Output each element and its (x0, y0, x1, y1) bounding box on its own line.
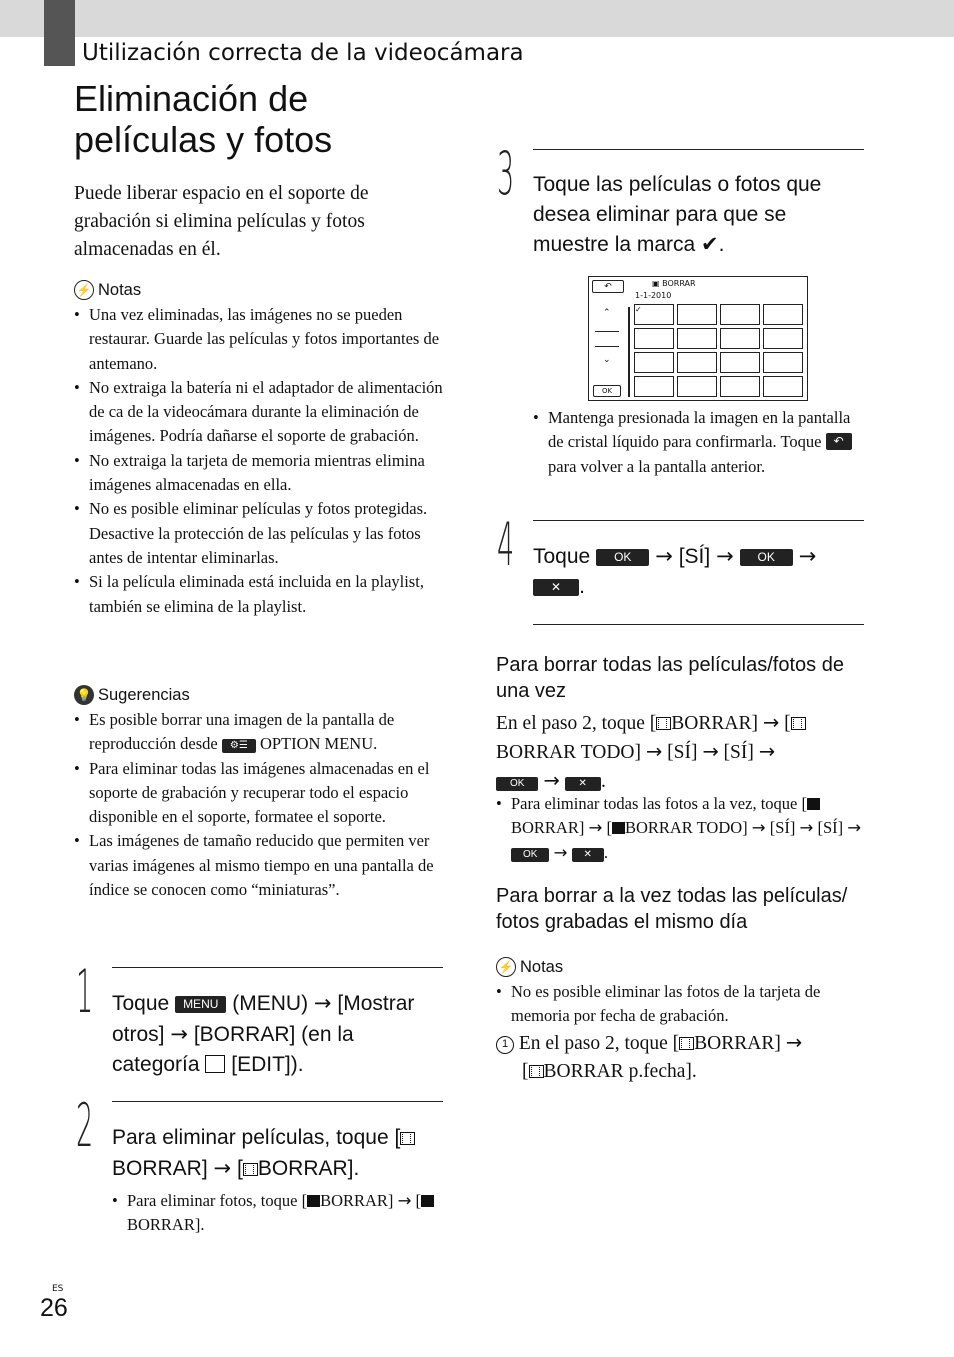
menu-button-icon: MENU (175, 996, 226, 1013)
thumbnail (634, 376, 674, 397)
page-number: 26 (40, 1294, 68, 1322)
list-item: • Para eliminar todas las imágenes almacenadas en el soporte de grabación y recuperar todo el espacio disponible en el soporte, formatee el soporte. (74, 757, 444, 830)
thumbnail (634, 328, 674, 349)
step-1-text: Toque MENU (MENU) → [Mostrar otros] → [BORRAR] (en la categoría [EDIT]). (112, 991, 415, 1076)
thumbnail: ✓ (634, 304, 674, 325)
tips-list (74, 708, 444, 902)
ok-button-icon: OK (596, 549, 649, 566)
back-icon: ↶ (592, 280, 624, 293)
lcd-mode-label: ▣ BORRAR (652, 279, 696, 288)
thumbnail (677, 304, 717, 325)
step-number: 2 (76, 1091, 94, 1161)
list-item: • Es posible borrar una imagen de la pantalla de reproducción desde ⚙☰ OPTION MENU. (74, 708, 444, 757)
step-2-note (112, 1189, 442, 1238)
arrow-icon: → (170, 1022, 188, 1046)
subsection-title: Para borrar todas las películas/fotos de una vez (496, 654, 844, 702)
arrow-icon: → (553, 842, 568, 862)
notes-block: ⚡ Notas • No es posible eliminar las fotos de la tarjeta de memoria por fecha de grabación. (496, 957, 866, 1029)
arrow-icon: → (798, 544, 817, 568)
arrow-icon: → (645, 740, 663, 763)
list-item: • Las imágenes de tamaño reducido que permiten ver varias imágenes al mismo tiempo en una pantalla de índice se conocen como “miniaturas”. (74, 829, 444, 902)
intro-text: Puede liberar espacio en el soporte de grabación si elimina películas y fotos almacenadas en él. (74, 183, 369, 260)
language-code: ES (52, 1284, 64, 1294)
close-icon: ✕ (533, 579, 579, 596)
list-item: • Mantenga presionada la imagen en la pantalla de cristal líquido para confirmarla. Toque ↶ para volver a la pantalla anterior. (533, 406, 863, 479)
thumbnail (677, 376, 717, 397)
step-3-note (533, 406, 863, 479)
step-divider (533, 520, 864, 521)
page-title: Eliminación de películas y fotos (74, 78, 333, 160)
movie-icon (656, 717, 671, 730)
photo-icon (421, 1195, 434, 1207)
lcd-screen-illustration (588, 276, 808, 401)
arrow-icon: → (213, 1156, 232, 1180)
close-icon: ✕ (565, 777, 601, 791)
close-icon: ✕ (572, 848, 604, 862)
tips-block: 💡 Sugerencias • Es posible borrar una imagen de la pantalla de reproducción desde ⚙☰ OPTION MENU. • Para eliminar todas las imágenes almacenadas en el soporte de grabación y recuperar todo el espacio disponible en el soporte, formatee el soporte. • Las imágenes de tamaño reducido que permiten ver varias imágenes al mismo tiempo en una pantalla de índice se conocen como “miniaturas”. (74, 685, 444, 902)
step-number: 1 (76, 957, 94, 1027)
arrow-icon: → (655, 544, 673, 568)
lcd-date: 1-1-2010 (635, 291, 672, 300)
ok-button-icon: OK (740, 549, 793, 566)
thumbnail (763, 328, 803, 349)
list-item: • Una vez eliminadas, las imágenes no se pueden restaurar. Guarde las películas y fotos importantes de antemano. (74, 303, 444, 376)
thumbnail (720, 352, 760, 373)
arrow-icon: → (588, 818, 603, 838)
subsection-body: En el paso 2, toque [ BORRAR] → [BORRAR TODO] → [SÍ] → [SÍ] → OK → ✕ . (496, 709, 866, 796)
movie-icon (529, 1065, 544, 1078)
step-4-text: Toque OK → [SÍ] → OK → ✕ . (533, 544, 817, 598)
thumbnail (763, 352, 803, 373)
step-number: 3 (497, 139, 515, 209)
arrow-icon: → (785, 1031, 803, 1054)
arrow-icon: → (799, 818, 814, 838)
arrow-icon: → (758, 740, 776, 763)
movie-icon (400, 1132, 415, 1145)
notes-icon: ⚡ (74, 280, 94, 300)
header-tab-block (44, 0, 75, 66)
movie-icon (243, 1163, 258, 1176)
thumbnail-grid (634, 304, 808, 400)
notes-list (74, 303, 444, 619)
arrow-icon: → (751, 818, 766, 838)
lightbulb-icon: 💡 (74, 685, 94, 705)
thumbnail (720, 304, 760, 325)
edit-category-icon (205, 1055, 225, 1073)
step-number: 4 (497, 510, 515, 580)
step-divider (112, 1101, 443, 1102)
lcd-divider (628, 307, 630, 397)
thumbnail (677, 352, 717, 373)
thumbnail (720, 376, 760, 397)
subsection-note (496, 792, 866, 865)
subsection-title: Para borrar a la vez todas las películas/ fotos grabadas el mismo día (496, 885, 848, 933)
notes-list (496, 980, 866, 1029)
step-2-text: Para eliminar películas, toque [BORRAR] → [ BORRAR]. (112, 1123, 447, 1184)
thumbnail (720, 328, 760, 349)
movie-icon (679, 1037, 694, 1050)
option-menu-icon: ⚙☰ (222, 739, 256, 753)
list-item: • No extraiga la batería ni el adaptador de alimentación de ca de la videocámara durante la eliminación de imágenes. Podría dañarse el soporte de grabación. (74, 376, 444, 449)
arrow-icon: → (762, 711, 780, 734)
subsection-body: 1 En el paso 2, toque [ BORRAR] → [ BORRAR p.fecha]. (496, 1029, 866, 1086)
ok-button-icon: OK (511, 848, 549, 862)
list-item: • No extraiga la tarjeta de memoria mientras elimina imágenes almacenadas en ella. (74, 449, 444, 498)
notes-icon: ⚡ (496, 957, 516, 977)
step-divider (112, 967, 443, 968)
notes-block: ⚡ Notas • Una vez eliminadas, las imágenes no se pueden restaurar. Guarde las películas y fotos importantes de antemano. • No extraiga la batería ni el adaptador de alimentación de ca de la videocámara durante la eliminación de imágenes. Podría dañarse el soporte de grabación. • No extraiga la tarjeta de memoria mientras elimina imágenes almacenadas en ella. • No es posible eliminar películas y fotos protegidas. Desactive la protección de las películas y las fotos antes de intentar eliminarlas. • Si la película eliminada está incluida en la playlist, también se elimina de la playlist. (74, 280, 444, 619)
photo-icon (307, 1195, 320, 1207)
list-item: • Para eliminar fotos, toque [ BORRAR] → [BORRAR]. (112, 1189, 442, 1238)
list-item: • Para eliminar todas las fotos a la vez, toque [BORRAR] → [ BORRAR TODO] → [SÍ] → [SÍ] → OK → ✕ . (496, 792, 866, 865)
arrow-icon: → (716, 544, 734, 568)
scroll-bar-icon (595, 331, 619, 347)
arrow-icon: → (543, 769, 560, 792)
arrow-icon: → (847, 818, 862, 838)
list-item: • Si la película eliminada está incluida en la playlist, también se elimina de la playlist. (74, 570, 444, 619)
photo-icon (612, 822, 625, 834)
list-item: • No es posible eliminar películas y fotos protegidas. Desactive la protección de las películas y las fotos antes de intentar eliminarlas. (74, 497, 444, 570)
scroll-up-icon: ⌃ (603, 308, 611, 318)
photo-icon (807, 798, 820, 810)
thumbnail (677, 328, 717, 349)
step-divider (533, 149, 864, 150)
back-button-icon: ↶ (826, 433, 852, 450)
step-divider (533, 624, 864, 625)
thumbnail (763, 304, 803, 325)
arrow-icon: → (313, 991, 332, 1015)
arrow-icon: → (702, 740, 719, 763)
section-title: Utilización correcta de la videocámara (82, 40, 524, 66)
ok-button-icon: OK (496, 777, 538, 791)
list-item: • No es posible eliminar las fotos de la tarjeta de memoria por fecha de grabación. (496, 980, 866, 1029)
movie-icon (791, 717, 806, 730)
header-bar (0, 0, 954, 37)
arrow-icon: → (397, 1191, 412, 1210)
step-circle-number: 1 (496, 1036, 514, 1054)
lcd-ok-button: OK (593, 385, 621, 397)
thumbnail (763, 376, 803, 397)
step-3-text: Toque las películas o fotos que desea eliminar para que se muestre la marca ✔. (533, 173, 822, 256)
thumbnail (634, 352, 674, 373)
scroll-down-icon: ⌄ (603, 355, 611, 365)
